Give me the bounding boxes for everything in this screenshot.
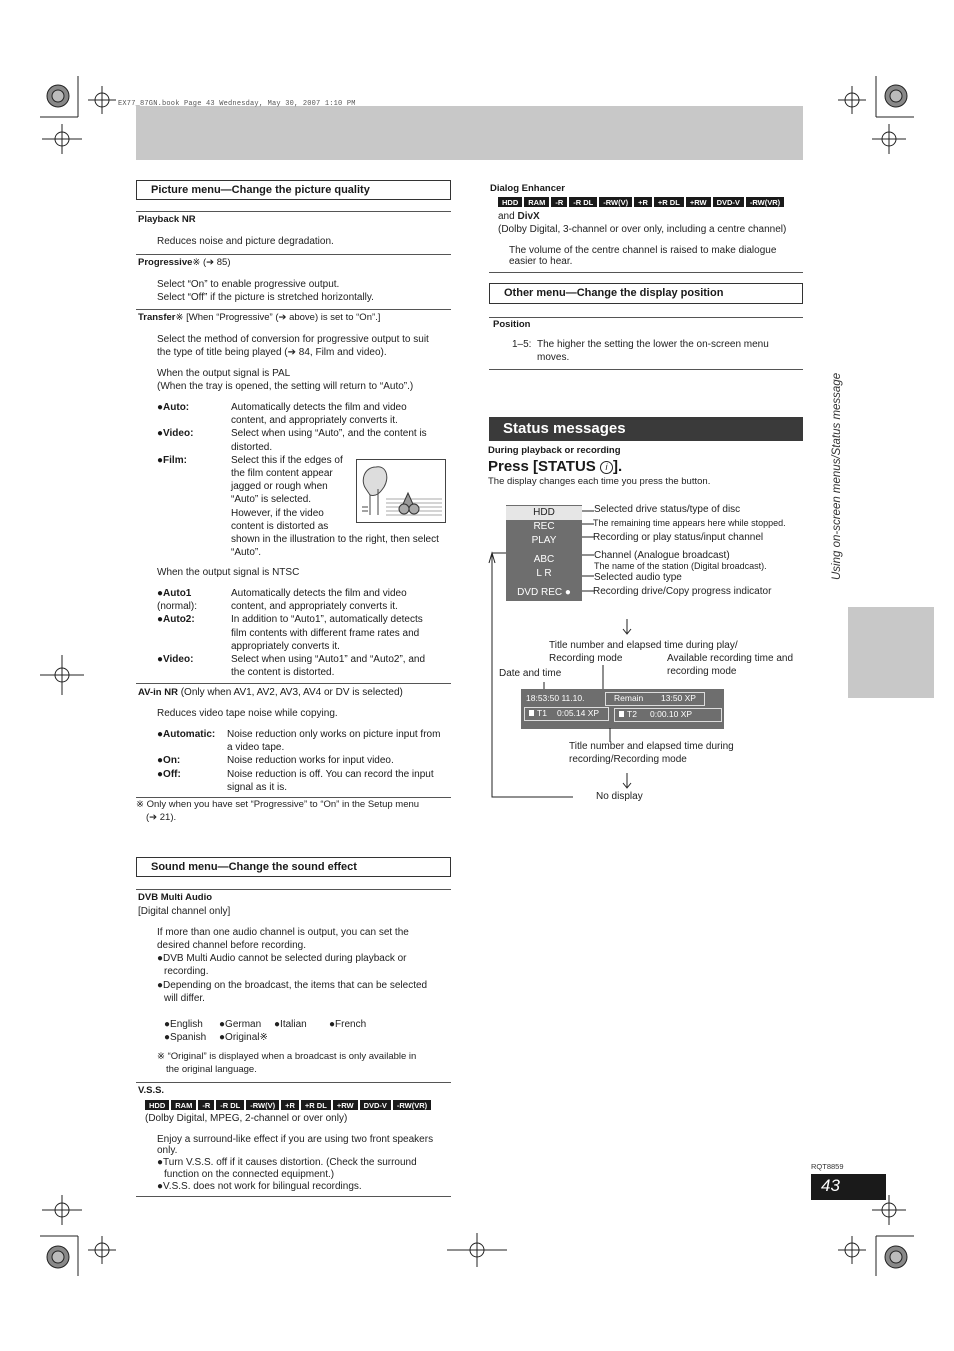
disc-badge: +RW (333, 1100, 358, 1110)
osd-remain-time: 13:50 XP (661, 693, 696, 703)
option-key: ●Auto2: (157, 614, 195, 626)
anno-drive: Selected drive status/type of disc (594, 504, 741, 515)
disc-badge: -RW(V) (246, 1100, 279, 1110)
label-line: recording mode (667, 666, 737, 678)
dvb-line: desired channel before recording. (157, 940, 306, 951)
language-option: ●French (329, 1019, 367, 1030)
film-line: jagged or rough when (231, 481, 328, 493)
dialog-divx: DivX (517, 211, 540, 222)
picture-menu-heading: Picture menu—Change the picture quality (136, 180, 451, 200)
osd-label-no-display: No display (596, 791, 643, 802)
disc-badge: +R DL (654, 197, 684, 207)
dialog-disc-badges (498, 197, 784, 207)
dialog-and: and (498, 211, 518, 222)
disc-badge: HDD (145, 1100, 169, 1110)
transfer-desc1: Select the method of conversion for progressive output to suit (157, 334, 429, 345)
sound-menu-heading: Sound menu—Change the sound effect (136, 857, 451, 877)
film-line: the film content appear (231, 467, 333, 479)
film-line: “Auto” is selected. (231, 494, 312, 506)
option-line: In addition to “Auto1”, automatically detects (231, 614, 423, 626)
av-in-nr-options (157, 728, 451, 794)
dialog-desc2: easier to hear. (509, 256, 573, 267)
divider (489, 369, 803, 370)
disc-badge: -RW(VR) (746, 197, 784, 207)
press-status-end: ]. (612, 458, 623, 475)
divider (136, 1196, 451, 1197)
disc-badge: -R (551, 197, 567, 207)
label-line: Title number and elapsed time during (569, 741, 734, 752)
dvb-bullet: recording. (164, 966, 209, 977)
dvb-note1: ※ “Original” is displayed when a broadcast is only available in (157, 1051, 417, 1062)
ntsc-option-auto1 (157, 587, 451, 613)
section-side-tab (848, 607, 934, 698)
disc-badge: +R DL (301, 1100, 331, 1110)
disc-badge: DVD-V (713, 197, 744, 207)
label-line: recording/Recording mode (569, 754, 687, 766)
display-drive: HDD (506, 506, 582, 520)
dvb-bullet: will differ. (164, 993, 205, 1004)
distorted-film-illustration (356, 459, 446, 523)
option-key: ●On: (157, 755, 181, 767)
anno-station: The name of the station (Digital broadcast). (594, 561, 767, 571)
vss-disc-badges (145, 1100, 431, 1110)
arrow-down-icon (618, 772, 636, 790)
option-line: content, and appropriately converts it. (231, 601, 398, 613)
option-line: appropriately converts it. (231, 640, 340, 652)
osd-title2-time: 0:00.10 XP (650, 709, 693, 719)
disc-badge: -R DL (216, 1100, 244, 1110)
av-option-on (157, 754, 451, 767)
option-line: Select when using “Auto”, and the content is (231, 428, 427, 440)
pal-option-video (157, 427, 451, 453)
option-line: Noise reduction only works on picture input from (227, 729, 441, 740)
transfer-pal2: (When the tray is opened, the setting will return to “Auto”.) (157, 381, 414, 392)
disc-badge: +R (281, 1100, 299, 1110)
side-label-text: Using on-screen menus/Status message (831, 372, 843, 580)
option-key: ●Video: (157, 428, 194, 440)
status-desc: The display changes each time you press the button. (488, 476, 711, 487)
language-option: ●Spanish (164, 1032, 207, 1043)
anno-progress: Recording drive/Copy progress indicator (593, 586, 772, 597)
vss-formats: (Dolby Digital, MPEG, 2-channel or over only) (145, 1113, 348, 1124)
disc-badge: -R DL (569, 197, 597, 207)
divider (136, 889, 451, 890)
vss-line: only. (157, 1145, 178, 1156)
divider (136, 1082, 451, 1083)
option-line: signal as it is. (227, 781, 288, 793)
divider (136, 797, 451, 798)
divider (136, 309, 451, 310)
playback-nr-title: Playback NR (138, 214, 196, 225)
label-line: Recording mode (549, 653, 623, 665)
av-option-automatic (157, 728, 451, 754)
transfer-pal1: When the output signal is PAL (157, 368, 291, 379)
dialog-divx-row (498, 210, 540, 223)
transfer-note: ※ [When “Progressive” (➔ above) is set to “On”.] (175, 312, 381, 323)
film-line: “Auto”. (231, 547, 262, 559)
disc-badge: DVD-V (360, 1100, 391, 1110)
transfer-title: Transfer (138, 312, 176, 323)
osd-title2-box (614, 708, 722, 722)
display-audio: L R (536, 568, 552, 579)
option-line: the content is distorted. (231, 667, 335, 679)
progressive-title-row (138, 257, 231, 270)
option-line: distorted. (231, 441, 273, 453)
option-key: ●Automatic: (157, 729, 216, 740)
disc-badge: +R (634, 197, 652, 207)
progressive-line1: Select “On” to enable progressive output. (157, 279, 340, 290)
vss-line: Enjoy a surround-like effect if you are using two front speakers (157, 1134, 434, 1145)
dvb-bullet: ●DVB Multi Audio cannot be selected during playback or (157, 953, 407, 964)
option-key: ●Off: (157, 768, 181, 780)
footnote-line2: (➔ 21). (146, 812, 177, 823)
av-in-nr-note: (Only when AV1, AV2, AV3, AV4 or DV is selected) (177, 687, 403, 698)
anno-audio: Selected audio type (594, 572, 682, 583)
osd-label-date-time: Date and time (499, 668, 562, 679)
info-icon: i (600, 461, 613, 474)
option-line: film contents with different frame rates and (231, 627, 420, 639)
disc-badge: RAM (524, 197, 549, 207)
dialog-enhancer-title: Dialog Enhancer (490, 183, 565, 194)
on-screen-display-sample (521, 689, 724, 729)
osd-title2: T2 (627, 709, 637, 719)
osd-datetime: 18:53:50 11.10. (526, 693, 585, 703)
option-key: ●Video: (157, 653, 194, 665)
film-line: content is distorted as (231, 520, 329, 532)
anno-rec-play: Recording or play status/input channel (593, 532, 764, 543)
av-option-off (157, 768, 451, 794)
during-playback-label: During playback or recording (488, 445, 621, 456)
divider (489, 317, 803, 318)
divider (489, 272, 803, 273)
progressive-note: ※ (➔ 85) (192, 257, 231, 268)
option-line: a video tape. (227, 742, 285, 754)
label-line: Title number and elapsed time during play/ (549, 640, 738, 651)
position-range: 1–5: (512, 339, 532, 350)
document-code: RQT8859 (811, 1162, 844, 1171)
av-in-nr-title-row (138, 686, 403, 700)
dvb-note2: the original language. (166, 1064, 257, 1075)
transfer-title-row (138, 312, 380, 325)
footnote-line1: ※ Only when you have set “Progressive” to “On” in the Setup menu (136, 799, 420, 810)
option-key: ●Auto1 (157, 588, 192, 599)
display-channel: ABC (533, 554, 555, 565)
other-menu-heading: Other menu—Change the display position (489, 283, 803, 304)
disc-badge: -RW(VR) (393, 1100, 431, 1110)
anno-remaining: The remaining time appears here while stopped. (593, 518, 786, 528)
option-line: Select when using “Auto1” and “Auto2”, and (231, 653, 426, 665)
status-messages-heading: Status messages (489, 417, 803, 441)
option-line: Automatically detects the film and video (231, 588, 407, 599)
option-key: ●Auto: (157, 402, 190, 413)
progressive-line2: Select “Off” if the picture is stretched horizontally. (157, 292, 374, 303)
arrow-down-icon (618, 618, 636, 636)
press-status-row (488, 457, 622, 477)
pal-option-auto (157, 401, 451, 427)
language-option: ●Italian (274, 1019, 307, 1030)
position-desc2: moves. (537, 352, 570, 363)
dialog-formats: (Dolby Digital, 3-channel or over only, including a centre channel) (498, 224, 787, 235)
osd-title1-box (524, 707, 609, 721)
record-icon (619, 711, 624, 717)
vss-bullet: ●Turn V.S.S. off if it causes distortion. (Check the surround (157, 1157, 417, 1168)
ntsc-option-auto2 (157, 613, 451, 653)
option-line: content, and appropriately converts it. (231, 415, 398, 427)
label-line: Available recording time and (667, 653, 794, 664)
osd-title1-time: 0:05.14 XP (557, 708, 600, 718)
language-option: ●German (219, 1019, 262, 1030)
language-options-row2 (164, 1031, 268, 1044)
osd-title1: T1 (537, 708, 547, 718)
play-icon (529, 710, 534, 716)
vss-bullet: function on the connected equipment.) (164, 1169, 335, 1180)
dialog-desc1: The volume of the centre channel is raised to make dialogue (509, 245, 777, 256)
film-line: shown in the illustration to the right, then select (231, 533, 439, 545)
option-key-sub: (normal): (157, 601, 198, 613)
disc-badge: +RW (686, 197, 711, 207)
position-title: Position (493, 319, 531, 330)
divider (136, 254, 451, 255)
transfer-ntsc: When the output signal is NTSC (157, 567, 300, 578)
anno-channel: Channel (Analogue broadcast) (594, 550, 730, 561)
av-in-nr-title: AV-in NR (138, 687, 178, 698)
playback-nr-desc: Reduces noise and picture degradation. (157, 236, 334, 247)
language-options-row1 (164, 1018, 366, 1031)
ntsc-options (157, 587, 451, 679)
option-line: Noise reduction works for input video. (227, 755, 394, 767)
header-band (136, 106, 803, 160)
osd-label-title-rec (569, 740, 734, 766)
dvb-sub: [Digital channel only] (138, 906, 231, 917)
display-progress: DVD REC ● (517, 587, 571, 598)
option-line: Automatically detects the film and video (231, 402, 407, 413)
disc-badge: -RW(V) (599, 197, 632, 207)
progressive-title: Progressive (138, 257, 193, 268)
vss-title: V.S.S. (138, 1085, 165, 1096)
osd-remain-label: Remain (614, 693, 644, 703)
section-side-label (826, 280, 846, 600)
divider (136, 683, 451, 684)
film-line: Select this if the edges of (231, 454, 343, 466)
display-rec: REC (533, 521, 555, 532)
ntsc-option-video (157, 653, 451, 679)
display-play: PLAY (531, 535, 557, 546)
film-line: However, if the video (231, 507, 324, 519)
page-number: 43 (811, 1174, 886, 1200)
vss-bullet: ●V.S.S. does not work for bilingual recordings. (157, 1181, 362, 1192)
position-desc1: The higher the setting the lower the on-screen menu (537, 339, 769, 350)
disc-badge: RAM (171, 1100, 196, 1110)
av-in-nr-desc: Reduces video tape noise while copying. (157, 708, 338, 719)
dvb-bullet: ●Depending on the broadcast, the items that can be selected (157, 980, 428, 991)
dvb-title: DVB Multi Audio (138, 892, 213, 903)
transfer-desc2: the type of title being played (➔ 84, Film and video). (157, 347, 387, 358)
language-option: ●Original※ (219, 1032, 268, 1043)
dvb-line: If more than one audio channel is output, you can set the (157, 927, 409, 938)
option-key: ●Film: (157, 454, 187, 466)
option-line: Noise reduction is off. You can record the input (227, 768, 434, 780)
disc-badge: HDD (498, 197, 522, 207)
divider (136, 211, 451, 212)
language-option: ●English (164, 1019, 203, 1030)
file-header: EX77_87GN.book Page 43 Wednesday, May 30, 2007 1:10 PM (118, 100, 356, 108)
press-status-label: Press [STATUS (488, 458, 596, 475)
disc-badge: -R (198, 1100, 214, 1110)
osd-remain-box (605, 692, 705, 706)
